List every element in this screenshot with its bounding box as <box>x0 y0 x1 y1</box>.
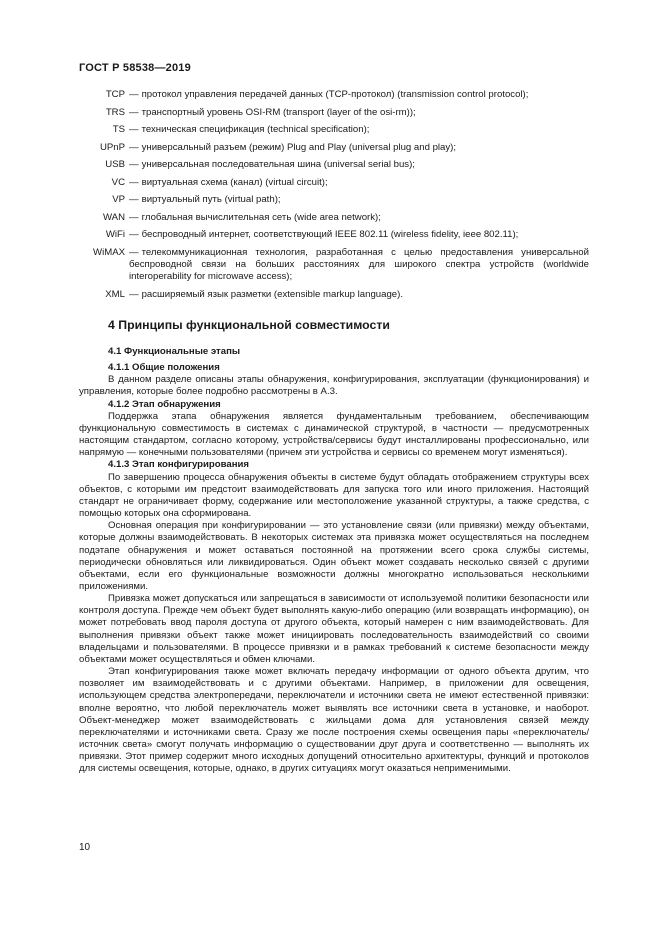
abbreviation-term: TS <box>112 124 125 135</box>
subsection-title-4-1-3: 4.1.3 Этап конфигурирования <box>108 459 250 471</box>
abbreviation-row <box>79 194 589 206</box>
definition-text: телекоммуникационная технология, разработанная с целью предоставления универсальной беспроводной связи на больших расстояниях для широкого спектра устройств (worldwide interoperability for microwave access); <box>129 246 589 283</box>
abbreviation-term: UPnP <box>99 141 125 153</box>
abbreviation-definition <box>125 247 589 284</box>
abbreviation-term: WiMAX <box>93 246 125 258</box>
abbreviation-definition <box>125 212 589 224</box>
definition-text: расширяемый язык разметки (extensible markup language). <box>141 288 403 300</box>
abbreviation-row <box>79 212 589 224</box>
abbreviation-row <box>79 107 589 119</box>
abbreviation-definition <box>125 229 589 241</box>
abbreviation-definition <box>125 107 589 119</box>
dash-separator: — <box>129 229 139 240</box>
abbreviation-row <box>79 142 589 154</box>
definition-text: транспортный уровень OSI-RM (transport (layer of the osi-rm)); <box>141 106 416 118</box>
abbreviation-definition <box>125 194 589 206</box>
section-body <box>79 341 589 775</box>
subsection-title-4-1: 4.1 Функциональные этапы <box>108 346 241 357</box>
subsection-title-4-1-2: 4.1.2 Этап обнаружения <box>108 398 221 410</box>
abbreviation-term: WAN <box>102 211 125 223</box>
subsection-title-4-1-1: 4.1.1 Общие положения <box>108 362 220 374</box>
abbreviation-definition <box>125 89 589 101</box>
paragraph: По завершению процесса обнаружения объекты в системе будут обладать отображением структуры всех объектов, с которыми им предстоит взаимодействовать для запуска того или иного приложения. Настоящий стандарт не ограничивает форму, содержание или местоположение указанной структуры, а также средства, с помощью которых она сформирована. <box>79 471 589 520</box>
definition-text: виртуальная схема (канал) (virtual circuit); <box>141 176 328 188</box>
dash-separator: — <box>129 124 139 135</box>
paragraph: Этап конфигурирования также может включать передачу информации от одного объекта другим, что позволяет им взаимодействовать и с другими объектами. Например, в приложении для освещения, использующем средства электропередачи, переключатели и источники света не имеют естественной привязки: вполне вероятно, что любой переключатель может выявлять все источники света в установке, и наоборот. Объект-менеджер может взаимодействовать с жильцами дома для установления связей между переключателями и источниками света. Сразу же после построения схемы освещения пары «переключатель/источник света» смогут получать информацию о существовании друг друга и соответственно — выполнять их привязки. Этот пример содержит много исходных допущений относительно архитектуры, функций и протоколов для системы освещения, которые, однако, в других ситуациях могут оказаться неприменимыми. <box>79 666 589 775</box>
dash-separator: — <box>129 176 139 188</box>
dash-separator: — <box>129 141 139 153</box>
abbreviation-definition <box>125 177 589 189</box>
definition-text: глобальная вычислительная сеть (wide area network); <box>141 211 381 223</box>
abbreviation-term: USB <box>105 159 125 170</box>
page-number: 10 <box>79 842 91 853</box>
abbreviation-term: VC <box>111 176 125 188</box>
abbreviation-term: VP <box>112 194 125 205</box>
paragraph: В данном разделе описаны этапы обнаружения, конфигурирования, эксплуатации (функционирования) и управления, которые более подробно рассмотрены в А.3. <box>79 374 589 398</box>
abbreviation-row <box>79 124 589 136</box>
definition-text: беспроводный интернет, соответствующий IEEE 802.11 (wireless fidelity, ieee 802.11); <box>141 229 519 240</box>
dash-separator: — <box>129 211 139 223</box>
definition-text: виртуальный путь (virtual path); <box>141 194 281 205</box>
abbreviation-definition <box>125 142 589 154</box>
definition-text: универсальный разъем (режим) Plug and Play (universal plug and play); <box>141 141 457 153</box>
dash-separator: — <box>129 288 139 300</box>
abbreviation-row <box>79 159 589 171</box>
abbreviation-row <box>79 177 589 189</box>
definition-text: универсальная последовательная шина (universal serial bus); <box>141 159 415 170</box>
abbreviation-term: XML <box>105 288 125 300</box>
document-header: ГОСТ Р 58538—2019 <box>79 62 191 74</box>
abbreviation-term: TCP <box>105 89 125 100</box>
dash-separator: — <box>129 194 139 205</box>
abbreviation-row <box>79 89 589 101</box>
abbreviation-definition <box>125 159 589 171</box>
dash-separator: — <box>129 106 139 118</box>
dash-separator: — <box>129 246 139 258</box>
definition-text: техническая спецификация (technical specification); <box>141 124 370 135</box>
definition-text: протокол управления передачей данных (TCP-протокол) (transmission control protocol); <box>141 89 529 100</box>
paragraph: Поддержка этапа обнаружения является фундаментальным требованием, обеспечивающим функциональную совместимость в системах с динамической структурой, в частности — предусмотренных настоящим стандартом, согласно которому, устройства/сервисы будут инсталлированы профессионально, или напрямую — конечными пользователями (причем эти устройства и сервисы со временем могут изменяться). <box>79 410 589 459</box>
abbreviation-term: TRS <box>105 106 125 118</box>
abbreviation-row <box>79 247 589 284</box>
abbreviation-list <box>79 89 589 306</box>
abbreviation-term: WiFi <box>105 229 125 240</box>
paragraph: Основная операция при конфигурировании — это установление связи (или привязки) между объектами, которые должны взаимодействовать. В некоторых системах эта привязка может осуществляться на последнем подэтапе обнаружения и может оставаться постоянной на протяжении всего срока службы системы, периодически обновляться или ликвидироваться. Один объект может создавать несколько связей с другими объектами, если его функциональные возможности должны многократно использоваться несколькими приложениями. <box>79 520 589 592</box>
dash-separator: — <box>129 159 139 170</box>
abbreviation-row <box>79 229 589 241</box>
section-title: 4 Принципы функциональной совместимости <box>108 318 390 332</box>
abbreviation-row <box>79 289 589 301</box>
paragraph: Привязка может допускаться или запрещаться в зависимости от используемой политики безопасности или контроля доступа. Прежде чем объект будет выполнять какую-либо операцию (или возвращать информацию), он может потребовать ввод пароля доступа от другого объекта, который намерен с ним взаимодействовать. Для выполнения привязки объект также может инициировать последовательность взаимодействий со своими владельцами и пользователями. В процессе привязки и в рамках требований к системе безопасности между объектами может осуществляться и обмен ключами. <box>79 593 589 665</box>
dash-separator: — <box>129 89 139 100</box>
abbreviation-definition <box>125 124 589 136</box>
abbreviation-definition <box>125 289 589 301</box>
